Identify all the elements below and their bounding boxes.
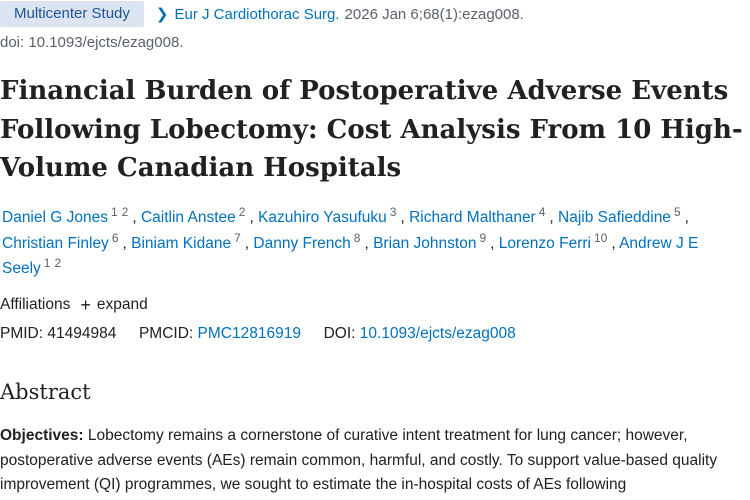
pmid-label: PMID: — [0, 325, 44, 342]
pmcid-link[interactable]: PMC12816919 — [197, 325, 301, 342]
affiliation-numbers — [479, 231, 490, 245]
doi-citation-line: doi: 10.1093/ejcts/ezag008. — [0, 34, 184, 51]
affiliation-number[interactable]: 7 — [234, 230, 241, 245]
author-name-link[interactable]: Brian Johnston — [373, 234, 477, 252]
affiliation-number[interactable]: 10 — [593, 230, 608, 245]
author-name-link[interactable]: Christian Finley — [2, 234, 109, 252]
author-name-link[interactable]: Danny French — [253, 234, 351, 252]
study-type-badge: Multicenter Study — [0, 1, 144, 27]
journal-name[interactable]: Eur J Cardiothorac Surg. — [174, 5, 340, 23]
chevron-right-icon: ❯ — [155, 6, 169, 23]
affiliation-numbers — [239, 205, 250, 219]
author-item — [258, 205, 400, 226]
affiliation-numbers — [112, 231, 123, 245]
affiliation-numbers — [234, 231, 245, 245]
plus-icon: + — [80, 295, 91, 315]
affiliation-number[interactable]: 6 — [111, 230, 119, 245]
affiliations-label: Affiliations — [0, 296, 71, 313]
affiliation-number[interactable]: 1 — [43, 256, 51, 270]
author-item — [131, 230, 245, 252]
affiliation-number[interactable]: 8 — [353, 230, 361, 245]
abstract-objectives — [0, 424, 748, 498]
affiliation-number[interactable]: 2 — [121, 205, 129, 219]
objectives-text: Lobectomy remains a cornerstone of curative intent treatment for lung cancer; however, postoperative adverse events (AEs) remain common, harmful, and costly. To support value-based quality improvement (QI) programmes, we sought to estimate the in-hospital costs of AEs following — [0, 427, 718, 493]
author-name-link[interactable]: Andrew J E Seely — [2, 234, 699, 277]
affiliation-number[interactable]: 2 — [238, 205, 246, 219]
affiliation-numbers — [111, 205, 132, 219]
affiliation-numbers — [674, 205, 685, 219]
affiliation-number[interactable]: 2 — [54, 256, 62, 270]
doi-label: DOI: — [323, 325, 356, 342]
affiliation-number[interactable]: 5 — [673, 205, 681, 219]
header-row — [0, 1, 524, 27]
affiliation-numbers — [539, 205, 550, 219]
author-item — [2, 230, 123, 252]
affiliation-number[interactable]: 3 — [389, 205, 397, 219]
author-name-link[interactable]: Caitlin Anstee — [140, 209, 236, 226]
author-name-link[interactable]: Najib Safieddine — [558, 209, 671, 226]
author-item — [253, 230, 364, 252]
journal-link[interactable] — [156, 5, 524, 23]
authors-list: Daniel G Jones $^{1 2}$ , Caitlin Anstee $^2$ , Kazuhiro Yasufuku $^3$ , Richard Malthaner $^4$ , Najib Safieddine $^5$ , Christian Finley $^6$ , Biniam Kidane $^7$ , Danny French $^8$ , Brian Johnston $^9$ , Lorenzo Ferri $^{10}$ , Andrew J E Seely $^{1 2}$ — [2, 205, 699, 277]
author-name-link[interactable]: Richard Malthaner — [409, 209, 536, 226]
author-item — [558, 205, 685, 226]
author-name-link[interactable]: Biniam Kidane — [131, 234, 232, 252]
author-name-link[interactable]: Kazuhiro Yasufuku — [258, 209, 387, 226]
author-item — [498, 230, 612, 252]
identifiers-row — [0, 325, 516, 343]
author-item — [140, 205, 249, 226]
author-item — [409, 205, 549, 226]
author-item — [2, 205, 132, 226]
abstract-heading: Abstract — [0, 380, 91, 404]
pmid-value: 41494984 — [47, 325, 117, 342]
affiliation-numbers — [390, 205, 401, 219]
journal-citation: 2026 Jan 6;68(1):ezag008. — [344, 5, 524, 23]
affiliation-numbers — [594, 231, 611, 245]
affiliation-numbers — [354, 231, 365, 245]
pmcid-label: PMCID: — [138, 325, 194, 342]
author-item — [373, 230, 490, 252]
affiliations-row — [0, 296, 148, 314]
affiliation-number[interactable]: 9 — [479, 230, 487, 245]
expand-label: expand — [96, 296, 148, 313]
objectives-label: Objectives: — [0, 427, 84, 444]
affiliation-numbers — [44, 256, 65, 270]
affiliation-number[interactable]: 1 — [110, 205, 118, 219]
affiliation-number[interactable]: 4 — [538, 205, 546, 219]
doi-link[interactable]: 10.1093/ejcts/ezag008 — [359, 325, 516, 342]
author-name-link[interactable]: Lorenzo Ferri — [498, 234, 591, 252]
author-name-link[interactable]: Daniel G Jones — [2, 209, 108, 226]
expand-affiliations-button[interactable] — [80, 296, 147, 314]
article-title: Financial Burden of Postoperative Adverse Events Following Lobectomy: Cost Analysis From 10 High-Volume Canadian Hospitals — [0, 76, 743, 183]
